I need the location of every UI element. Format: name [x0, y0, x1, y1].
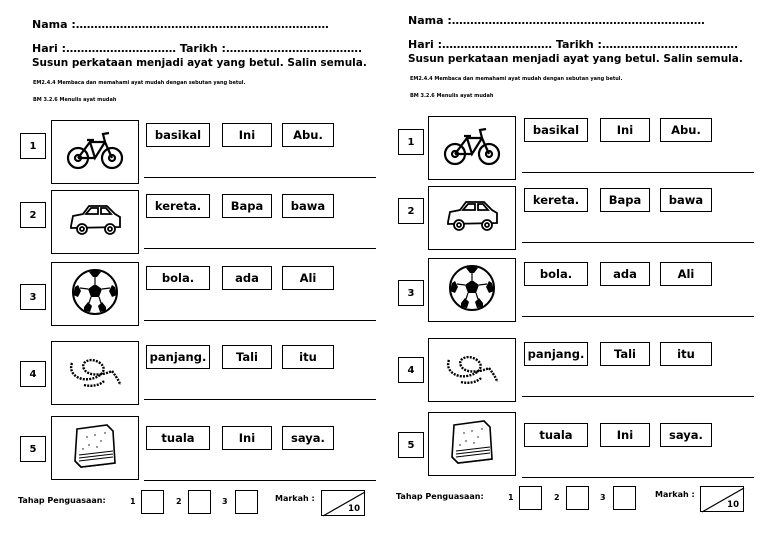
- question-number: 1: [20, 133, 46, 159]
- word-card: Abu.: [660, 118, 712, 142]
- word-card: Ini: [600, 118, 650, 142]
- marks-total: 10: [727, 500, 739, 510]
- answer-line[interactable]: [522, 477, 754, 478]
- answer-line[interactable]: [144, 320, 376, 321]
- marks-total: 10: [348, 504, 360, 514]
- instruction-text: Susun perkataan menjadi ayat yang betul. Salin semula.: [32, 57, 367, 69]
- word-card: Ali: [660, 262, 712, 286]
- bicycle-icon: [442, 124, 502, 172]
- answer-line[interactable]: [522, 316, 754, 317]
- word-card: bola.: [524, 262, 588, 286]
- answer-line[interactable]: [144, 399, 376, 400]
- question-number: 2: [20, 202, 46, 228]
- level-3-box[interactable]: [235, 490, 258, 514]
- word-card: bawa: [660, 188, 712, 212]
- word-card: saya.: [660, 423, 712, 447]
- level-2-box[interactable]: [566, 486, 589, 510]
- car-icon: [65, 200, 125, 244]
- level-2-box[interactable]: [188, 490, 211, 514]
- level-3-box[interactable]: [613, 486, 636, 510]
- word-card: panjang.: [524, 342, 588, 366]
- question-number: 3: [398, 280, 424, 306]
- worksheet-right: [384, 0, 768, 543]
- level-1-box[interactable]: [519, 486, 542, 510]
- word-card: kereta.: [146, 194, 210, 218]
- answer-line[interactable]: [144, 248, 376, 249]
- word-card: Tali: [600, 342, 650, 366]
- word-card: Ini: [222, 123, 272, 147]
- answer-line[interactable]: [522, 396, 754, 397]
- rope-icon: [64, 351, 126, 395]
- word-card: tuala: [524, 423, 588, 447]
- level-1-box[interactable]: [141, 490, 164, 514]
- marks-label: Markah :: [655, 490, 695, 499]
- marks-box[interactable]: [700, 486, 744, 512]
- answer-line[interactable]: [522, 242, 754, 243]
- word-card: Ali: [282, 266, 334, 290]
- word-card: basikal: [146, 123, 210, 147]
- standard-writing: BM 3.2.6 Menulis ayat mudah: [33, 97, 117, 103]
- picture-frame: [428, 186, 516, 250]
- word-card: Abu.: [282, 123, 334, 147]
- picture-frame: [51, 120, 139, 184]
- towel-icon: [67, 421, 123, 475]
- day-date-line: Hari :………………………… Tarikh :……………………………….: [32, 42, 363, 55]
- picture-frame: [428, 116, 516, 180]
- answer-line[interactable]: [144, 480, 376, 481]
- answer-line[interactable]: [522, 172, 754, 173]
- standard-reading: EM2.4.4 Membaca dan memahami ayat mudah dengan sebutan yang betul.: [410, 76, 623, 82]
- picture-frame: [428, 338, 516, 402]
- word-card: saya.: [282, 426, 334, 450]
- level-1-label: 1: [508, 493, 514, 502]
- answer-line[interactable]: [144, 177, 376, 178]
- football-icon: [70, 267, 120, 321]
- level-2-label: 2: [554, 493, 560, 502]
- level-3-label: 3: [222, 497, 228, 506]
- question-number: 1: [398, 129, 424, 155]
- football-icon: [447, 263, 497, 317]
- word-card: bawa: [282, 194, 334, 218]
- word-card: Ini: [600, 423, 650, 447]
- question-number: 5: [20, 436, 46, 462]
- word-card: panjang.: [146, 345, 210, 369]
- name-line: Nama :……………………………………………………………: [408, 14, 705, 27]
- level-3-label: 3: [600, 493, 606, 502]
- bicycle-icon: [65, 128, 125, 176]
- marks-box[interactable]: [321, 490, 365, 516]
- marks-label: Markah :: [275, 494, 315, 503]
- word-card: Ini: [222, 426, 272, 450]
- day-date-line: Hari :………………………… Tarikh :……………………………….: [408, 38, 739, 51]
- question-number: 5: [398, 432, 424, 458]
- level-2-label: 2: [176, 497, 182, 506]
- word-card: itu: [282, 345, 334, 369]
- question-number: 4: [20, 361, 46, 387]
- word-card: Tali: [222, 345, 272, 369]
- picture-frame: [51, 190, 139, 254]
- picture-frame: [51, 416, 139, 480]
- word-card: ada: [222, 266, 272, 290]
- picture-frame: [51, 341, 139, 405]
- rope-icon: [441, 348, 503, 392]
- towel-icon: [444, 417, 500, 471]
- word-card: Bapa: [222, 194, 272, 218]
- word-card: Bapa: [600, 188, 650, 212]
- word-card: kereta.: [524, 188, 588, 212]
- level-1-label: 1: [130, 497, 136, 506]
- name-line: Nama :……………………………………………………………: [32, 18, 329, 31]
- mastery-level-label: Tahap Penguasaan:: [396, 492, 484, 501]
- standard-writing: BM 3.2.6 Menulis ayat mudah: [410, 93, 494, 99]
- mastery-level-label: Tahap Penguasaan:: [18, 496, 106, 505]
- car-icon: [442, 196, 502, 240]
- question-number: 4: [398, 357, 424, 383]
- picture-frame: [51, 262, 139, 326]
- word-card: ada: [600, 262, 650, 286]
- question-number: 3: [20, 284, 46, 310]
- word-card: basikal: [524, 118, 588, 142]
- standard-reading: EM2.4.4 Membaca dan memahami ayat mudah dengan sebutan yang betul.: [33, 80, 246, 86]
- word-card: tuala: [146, 426, 210, 450]
- word-card: bola.: [146, 266, 210, 290]
- question-number: 2: [398, 198, 424, 224]
- picture-frame: [428, 412, 516, 476]
- instruction-text: Susun perkataan menjadi ayat yang betul. Salin semula.: [408, 53, 743, 65]
- picture-frame: [428, 258, 516, 322]
- word-card: itu: [660, 342, 712, 366]
